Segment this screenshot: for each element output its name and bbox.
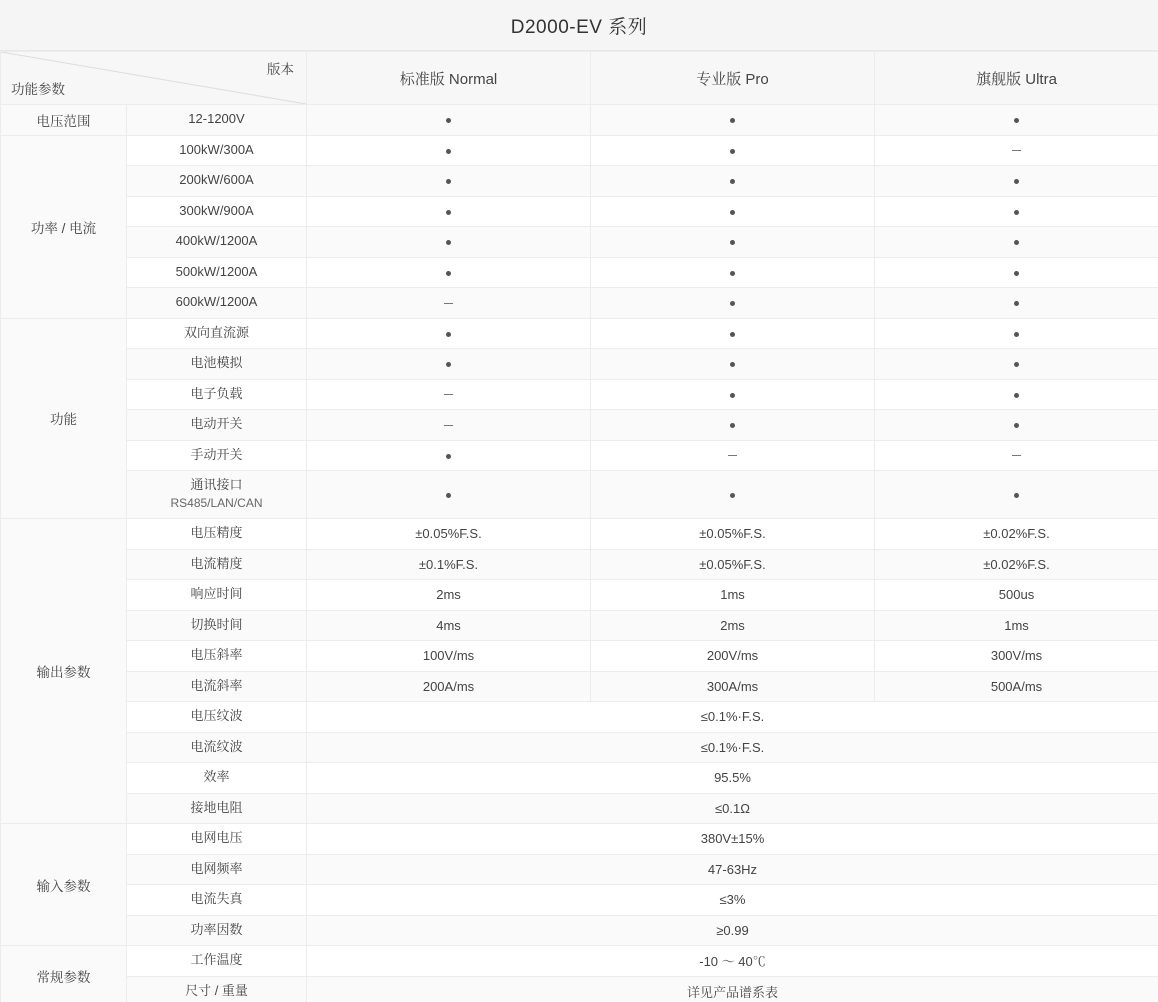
supported-dot-icon — [446, 179, 451, 184]
supported-dot-icon — [1014, 118, 1019, 123]
specification-table — [0, 51, 1158, 1002]
row-item-label: 12-1200V — [127, 105, 307, 136]
table-row — [1, 519, 1158, 550]
supported-dot-icon — [446, 454, 451, 459]
value-cell-2 — [591, 471, 875, 519]
row-item-label: 通讯接口 RS485/LAN/CAN — [127, 471, 307, 519]
supported-dot-icon — [1014, 240, 1019, 245]
row-item-label: 响应时间 — [127, 580, 307, 611]
value-cell-merged: 95.5% — [307, 763, 1158, 794]
value-cell-3: 500us — [875, 580, 1158, 611]
row-item-label: 200kW/600A — [127, 166, 307, 197]
value-cell-merged: ≤3% — [307, 885, 1158, 916]
table-row — [1, 227, 1158, 258]
group-label-cell: 常规参数 — [1, 946, 127, 1002]
page-title — [0, 0, 1158, 51]
group-label-cell: 电压范围 — [1, 105, 127, 136]
supported-dot-icon — [446, 362, 451, 367]
value-cell-1 — [307, 471, 591, 519]
table-row — [1, 379, 1158, 410]
supported-dot-icon — [446, 118, 451, 123]
supported-dot-icon — [1014, 179, 1019, 184]
value-cell-2 — [591, 166, 875, 197]
group-label-cell: 功能 — [1, 318, 127, 519]
table-row — [1, 196, 1158, 227]
value-cell-1 — [307, 135, 591, 166]
table-row — [1, 549, 1158, 580]
value-cell-merged: 380V±15% — [307, 824, 1158, 855]
supported-dot-icon — [730, 332, 735, 337]
value-cell-1: 200A/ms — [307, 671, 591, 702]
value-cell-3 — [875, 196, 1158, 227]
supported-dot-icon — [446, 149, 451, 154]
value-cell-merged: -10 ～ 40℃ — [307, 946, 1158, 977]
supported-dot-icon — [1014, 393, 1019, 398]
value-cell-2: ±0.05%F.S. — [591, 549, 875, 580]
supported-dot-icon — [446, 210, 451, 215]
value-cell-3 — [875, 318, 1158, 349]
value-cell-2 — [591, 196, 875, 227]
supported-dot-icon — [1014, 332, 1019, 337]
supported-dot-icon — [1014, 301, 1019, 306]
value-cell-3 — [875, 105, 1158, 136]
table-row — [1, 471, 1158, 519]
value-cell-3 — [875, 379, 1158, 410]
value-cell-merged: 47-63Hz — [307, 854, 1158, 885]
row-item-label: 电流纹波 — [127, 732, 307, 763]
row-item-label: 电网电压 — [127, 824, 307, 855]
table-row — [1, 885, 1158, 916]
row-item-sublabel: RS485/LAN/CAN — [170, 496, 263, 511]
value-cell-3 — [875, 410, 1158, 441]
group-label-cell: 输出参数 — [1, 519, 127, 824]
supported-dot-icon — [1014, 271, 1019, 276]
table-row — [1, 440, 1158, 471]
value-cell-merged: 详见产品谱系表 — [307, 976, 1158, 1002]
value-cell-1 — [307, 196, 591, 227]
row-item-label: 手动开关 — [127, 440, 307, 471]
value-cell-3: 300V/ms — [875, 641, 1158, 672]
row-item-label: 功率因数 — [127, 915, 307, 946]
table-row — [1, 410, 1158, 441]
value-cell-3: 1ms — [875, 610, 1158, 641]
column-header-2: 专业版 Pro — [591, 52, 875, 105]
header-corner-cell — [1, 52, 307, 105]
table-row — [1, 732, 1158, 763]
supported-dot-icon — [730, 179, 735, 184]
table-row — [1, 610, 1158, 641]
value-cell-3 — [875, 349, 1158, 380]
table-row — [1, 854, 1158, 885]
supported-dot-icon — [730, 271, 735, 276]
table-row — [1, 793, 1158, 824]
table-row — [1, 946, 1158, 977]
row-item-label: 接地电阻 — [127, 793, 307, 824]
row-item-label: 600kW/1200A — [127, 288, 307, 319]
table-row — [1, 824, 1158, 855]
not-supported-dash-icon — [1012, 455, 1021, 456]
supported-dot-icon — [446, 271, 451, 276]
value-cell-merged: ≤0.1%·F.S. — [307, 732, 1158, 763]
supported-dot-icon — [730, 493, 735, 498]
value-cell-2 — [591, 257, 875, 288]
value-cell-2 — [591, 349, 875, 380]
row-item-label: 电动开关 — [127, 410, 307, 441]
table-row — [1, 135, 1158, 166]
value-cell-1: 2ms — [307, 580, 591, 611]
supported-dot-icon — [730, 118, 735, 123]
value-cell-3 — [875, 257, 1158, 288]
value-cell-3 — [875, 227, 1158, 258]
value-cell-2 — [591, 135, 875, 166]
value-cell-3: 500A/ms — [875, 671, 1158, 702]
value-cell-1 — [307, 379, 591, 410]
value-cell-1: ±0.05%F.S. — [307, 519, 591, 550]
value-cell-2: 1ms — [591, 580, 875, 611]
value-cell-1 — [307, 227, 591, 258]
value-cell-merged: ≥0.99 — [307, 915, 1158, 946]
value-cell-1: 4ms — [307, 610, 591, 641]
row-item-label: 工作温度 — [127, 946, 307, 977]
supported-dot-icon — [1014, 362, 1019, 367]
value-cell-2 — [591, 227, 875, 258]
supported-dot-icon — [446, 493, 451, 498]
value-cell-3 — [875, 288, 1158, 319]
supported-dot-icon — [730, 149, 735, 154]
row-item-label: 双向直流源 — [127, 318, 307, 349]
group-label-cell: 输入参数 — [1, 824, 127, 946]
table-row — [1, 671, 1158, 702]
value-cell-2: ±0.05%F.S. — [591, 519, 875, 550]
table-row — [1, 105, 1158, 136]
supported-dot-icon — [446, 240, 451, 245]
row-item-label: 尺寸 / 重量 — [127, 976, 307, 1002]
supported-dot-icon — [730, 301, 735, 306]
value-cell-2 — [591, 105, 875, 136]
table-row — [1, 288, 1158, 319]
group-label-cell: 功率 / 电流 — [1, 135, 127, 318]
supported-dot-icon — [1014, 493, 1019, 498]
value-cell-1 — [307, 440, 591, 471]
row-item-label: 电子负载 — [127, 379, 307, 410]
row-item-label: 400kW/1200A — [127, 227, 307, 258]
value-cell-2 — [591, 440, 875, 471]
not-supported-dash-icon — [444, 425, 453, 426]
row-item-label: 电压精度 — [127, 519, 307, 550]
value-cell-3 — [875, 471, 1158, 519]
supported-dot-icon — [730, 240, 735, 245]
table-row — [1, 641, 1158, 672]
value-cell-1 — [307, 288, 591, 319]
not-supported-dash-icon — [444, 394, 453, 395]
supported-dot-icon — [730, 423, 735, 428]
value-cell-1 — [307, 318, 591, 349]
row-item-label: 电压纹波 — [127, 702, 307, 733]
value-cell-2: 300A/ms — [591, 671, 875, 702]
supported-dot-icon — [730, 362, 735, 367]
supported-dot-icon — [1014, 423, 1019, 428]
row-item-label: 电流精度 — [127, 549, 307, 580]
not-supported-dash-icon — [444, 303, 453, 304]
value-cell-1: 100V/ms — [307, 641, 591, 672]
value-cell-2 — [591, 318, 875, 349]
table-row — [1, 915, 1158, 946]
table-row — [1, 318, 1158, 349]
column-header-3: 旗舰版 Ultra — [875, 52, 1158, 105]
row-item-label: 电流失真 — [127, 885, 307, 916]
table-row — [1, 976, 1158, 1002]
value-cell-merged: ≤0.1Ω — [307, 793, 1158, 824]
table-row — [1, 580, 1158, 611]
value-cell-1 — [307, 349, 591, 380]
row-item-label: 500kW/1200A — [127, 257, 307, 288]
value-cell-2 — [591, 410, 875, 441]
row-item-label: 100kW/300A — [127, 135, 307, 166]
table-row — [1, 349, 1158, 380]
table-row — [1, 166, 1158, 197]
table-header-row — [1, 52, 1158, 105]
value-cell-3: ±0.02%F.S. — [875, 519, 1158, 550]
value-cell-3 — [875, 166, 1158, 197]
value-cell-1 — [307, 105, 591, 136]
value-cell-2 — [591, 379, 875, 410]
page-title-text: D2000-EV 系列 — [510, 16, 648, 38]
header-function-label: 功能参数 — [11, 82, 65, 97]
row-item-label: 效率 — [127, 763, 307, 794]
table-row — [1, 702, 1158, 733]
row-item-label: 电流斜率 — [127, 671, 307, 702]
value-cell-1: ±0.1%F.S. — [307, 549, 591, 580]
row-item-label: 切换时间 — [127, 610, 307, 641]
row-item-label: 300kW/900A — [127, 196, 307, 227]
not-supported-dash-icon — [728, 455, 737, 456]
table-row — [1, 257, 1158, 288]
supported-dot-icon — [1014, 210, 1019, 215]
not-supported-dash-icon — [1012, 150, 1021, 151]
row-item-label: 电网频率 — [127, 854, 307, 885]
value-cell-1 — [307, 257, 591, 288]
row-item-label: 电压斜率 — [127, 641, 307, 672]
table-row — [1, 763, 1158, 794]
row-item-label: 电池模拟 — [127, 349, 307, 380]
value-cell-1 — [307, 410, 591, 441]
value-cell-3 — [875, 440, 1158, 471]
value-cell-merged: ≤0.1%·F.S. — [307, 702, 1158, 733]
supported-dot-icon — [730, 210, 735, 215]
value-cell-2 — [591, 288, 875, 319]
value-cell-2: 200V/ms — [591, 641, 875, 672]
supported-dot-icon — [446, 332, 451, 337]
header-version-label: 版本 — [267, 62, 294, 77]
value-cell-3: ±0.02%F.S. — [875, 549, 1158, 580]
value-cell-3 — [875, 135, 1158, 166]
column-header-1: 标准版 Normal — [307, 52, 591, 105]
supported-dot-icon — [730, 393, 735, 398]
value-cell-1 — [307, 166, 591, 197]
value-cell-2: 2ms — [591, 610, 875, 641]
table-body — [1, 52, 1158, 1002]
